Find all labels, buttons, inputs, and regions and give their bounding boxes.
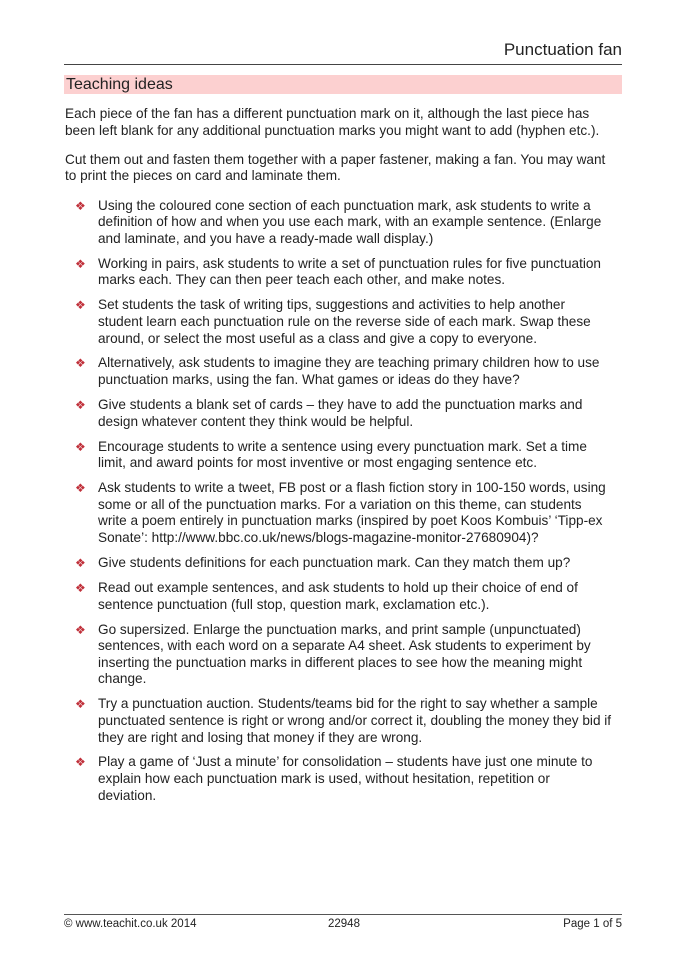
text-line: Encourage students to write a sentence using every punctuation mark. Set a time bbox=[98, 438, 587, 454]
text-line: Sonate’: http://www.bbc.co.uk/news/blogs-magazine-monitor-27680904)? bbox=[98, 530, 539, 545]
diamond-bullet-icon: ❖ bbox=[75, 580, 86, 595]
list-item bbox=[65, 580, 635, 613]
page-header bbox=[64, 38, 622, 65]
text-line: been left blank for any additional punctuation marks you might want to add (hyphen etc.). bbox=[65, 122, 600, 138]
text-line: sentences, with each word on a separate A4 sheet. Ask students to experiment by bbox=[98, 638, 591, 654]
section-heading: Teaching ideas bbox=[64, 75, 622, 94]
text-line: they are right and losing that money if they are wrong. bbox=[98, 729, 423, 745]
diamond-bullet-icon: ❖ bbox=[75, 356, 86, 371]
footer-page-number: Page 1 of 5 bbox=[563, 918, 622, 930]
page-footer bbox=[64, 914, 622, 930]
text-line: limit, and award points for most inventive or most engaging sentence etc. bbox=[98, 455, 538, 471]
text-line: around, or select the most useful as a class and give a copy to everyone. bbox=[98, 330, 538, 346]
paragraph bbox=[65, 152, 635, 185]
diamond-bullet-icon: ❖ bbox=[75, 256, 86, 271]
diamond-bullet-icon: ❖ bbox=[75, 298, 86, 313]
list-item bbox=[65, 439, 635, 472]
text-line: inserting the punctuation marks in different places to see how the meaning might bbox=[98, 654, 583, 670]
text-line: Try a punctuation auction. Students/teams bid for the right to say whether a sample bbox=[98, 696, 598, 712]
footer-copyright: © www.teachit.co.uk 2014 bbox=[64, 918, 197, 930]
footer-code: 22948 bbox=[328, 918, 360, 930]
paragraph bbox=[65, 106, 635, 139]
text-line: Give students a blank set of cards – they have to add the punctuation marks and bbox=[98, 397, 583, 413]
text-line: marks each. They can then peer teach each other, and make notes. bbox=[98, 272, 506, 288]
list-item bbox=[65, 397, 635, 430]
diamond-bullet-icon: ❖ bbox=[75, 481, 86, 496]
text-line: Working in pairs, ask students to write a set of punctuation rules for five punctuation bbox=[98, 255, 601, 271]
document-title: Punctuation fan bbox=[503, 40, 622, 59]
list-item bbox=[65, 480, 635, 546]
text-line: Alternatively, ask students to imagine they are teaching primary children how to use bbox=[98, 355, 600, 371]
text-line: punctuation marks, using the fan. What games or ideas do they have? bbox=[98, 372, 520, 388]
text-line: Read out example sentences, and ask students to hold up their choice of end of bbox=[98, 579, 578, 595]
text-line: sentence punctuation (full stop, question mark, exclamation etc.). bbox=[98, 596, 490, 612]
text-line: student learn each punctuation rule on the reverse side of each mark. Swap these bbox=[98, 313, 591, 329]
diamond-bullet-icon: ❖ bbox=[75, 439, 86, 454]
list-item bbox=[65, 256, 635, 289]
text-line: deviation. bbox=[98, 787, 157, 803]
text-line: Go supersized. Enlarge the punctuation marks, and print sample (unpunctuated) bbox=[98, 621, 581, 637]
diamond-bullet-icon: ❖ bbox=[75, 555, 86, 570]
list-item bbox=[65, 754, 635, 804]
text-line: Ask students to write a tweet, FB post or a flash fiction story in 100-150 words, using bbox=[98, 480, 606, 496]
text-line: some or all of the punctuation marks. For a variation on this theme, can students bbox=[98, 496, 582, 512]
list-item bbox=[65, 355, 635, 388]
list-item bbox=[65, 555, 635, 572]
diamond-bullet-icon: ❖ bbox=[75, 755, 86, 770]
diamond-bullet-icon: ❖ bbox=[75, 198, 86, 213]
diamond-bullet-icon: ❖ bbox=[75, 697, 86, 712]
text-line: Give students definitions for each punctuation mark. Can they match them up? bbox=[98, 554, 571, 570]
text-line: Play a game of ‘Just a minute’ for consolidation – students have just one minute to bbox=[98, 754, 593, 770]
text-line: Cut them out and fasten them together with a paper fastener, making a fan. You may want bbox=[65, 151, 606, 167]
text-line: definition of how and when you use each mark, with an example sentence. (Enlarge bbox=[98, 214, 602, 230]
list-item bbox=[65, 696, 635, 746]
text-line: and laminate, and you have a ready-made wall display.) bbox=[98, 230, 434, 246]
text-line: write a poem entirely in punctuation marks (inspired by poet Koos Kombuis’ ‘Tipp-ex bbox=[98, 513, 603, 529]
text-line: to print the pieces on card and laminate them. bbox=[65, 168, 341, 184]
text-line: Each piece of the fan has a different punctuation mark on it, although the last piece has bbox=[65, 106, 590, 121]
text-line: Set students the task of writing tips, suggestions and activities to help another bbox=[98, 297, 565, 313]
text-line: explain how each punctuation mark is used, without hesitation, repetition or bbox=[98, 771, 550, 787]
diamond-bullet-icon: ❖ bbox=[75, 398, 86, 413]
text-line: design whatever content they think would be helpful. bbox=[98, 413, 414, 429]
text-line: punctuated sentence is right or wrong and/or correct it, doubling the money they bid if bbox=[98, 712, 612, 728]
text-line: Using the coloured cone section of each punctuation mark, ask students to write a bbox=[98, 197, 591, 213]
list-item bbox=[65, 297, 635, 347]
list-item bbox=[65, 622, 635, 688]
list-item bbox=[65, 198, 635, 248]
document-body bbox=[65, 106, 635, 813]
text-line: change. bbox=[98, 671, 147, 687]
diamond-bullet-icon: ❖ bbox=[75, 622, 86, 637]
